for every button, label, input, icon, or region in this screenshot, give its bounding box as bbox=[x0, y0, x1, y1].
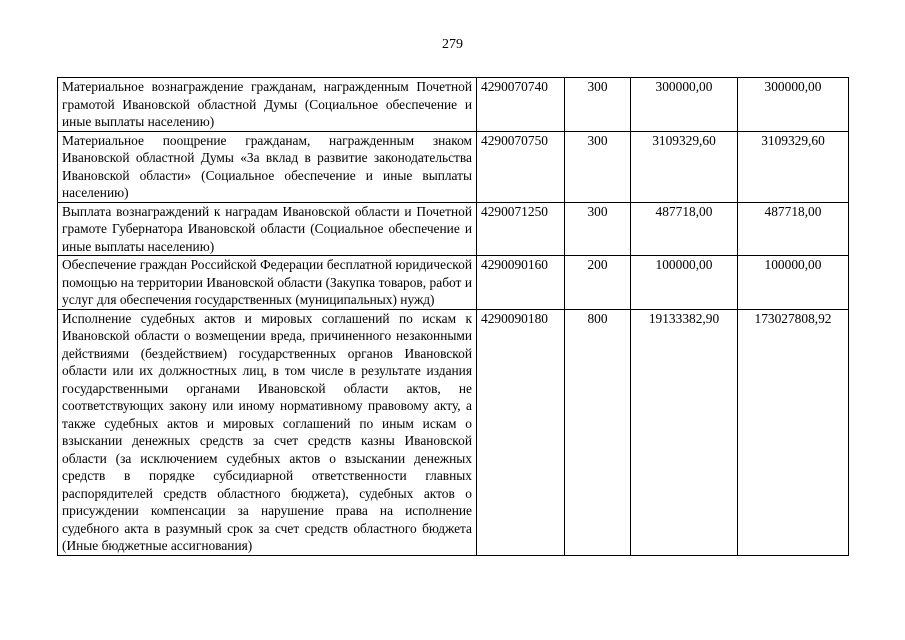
table-row bbox=[58, 256, 849, 310]
table-row bbox=[58, 202, 849, 256]
row-description: Материальное поощрение гражданам, награжденным знаком Ивановской областной Думы «За вклад в развитие законодательства Ивановской области» (Социальное обеспечение и иные выплаты населению) bbox=[58, 131, 477, 202]
row-expense-type: 300 bbox=[565, 131, 631, 202]
row-amount-1: 487718,00 bbox=[631, 202, 738, 256]
row-expense-type: 800 bbox=[565, 309, 631, 555]
row-amount-2: 3109329,60 bbox=[738, 131, 849, 202]
row-amount-2: 487718,00 bbox=[738, 202, 849, 256]
table-row bbox=[58, 309, 849, 555]
table-row bbox=[58, 131, 849, 202]
table-row bbox=[58, 78, 849, 132]
row-target-code: 4290071250 bbox=[477, 202, 565, 256]
row-target-code: 4290070750 bbox=[477, 131, 565, 202]
row-target-code: 4290090180 bbox=[477, 309, 565, 555]
row-amount-1: 19133382,90 bbox=[631, 309, 738, 555]
row-amount-2: 300000,00 bbox=[738, 78, 849, 132]
budget-table bbox=[57, 77, 849, 556]
row-amount-1: 3109329,60 bbox=[631, 131, 738, 202]
row-target-code: 4290070740 bbox=[477, 78, 565, 132]
row-expense-type: 300 bbox=[565, 202, 631, 256]
row-amount-1: 300000,00 bbox=[631, 78, 738, 132]
row-expense-type: 300 bbox=[565, 78, 631, 132]
row-description: Исполнение судебных актов и мировых соглашений по искам к Ивановской области о возмещении вреда, причиненного незаконными действиями (бездействием) государственных органов Ивановской области или их должностных лиц, в том числе в результате издания государственными органами Ивановской области актов, не соответствующих закону или иному нормативному правовому акту, а также судебных актов и мировых соглашений по иным искам о взыскании денежных средств за счет средств казны Ивановской области (за исключением судебных актов о взыскании денежных средств в порядке субсидиарной ответственности главных распорядителей средств областного бюджета), судебных актов о присуждении компенсации за нарушение права на исполнение судебного акта в разумный срок за счет средств областного бюджета (Иные бюджетные ассигнования) bbox=[58, 309, 477, 555]
row-amount-1: 100000,00 bbox=[631, 256, 738, 310]
row-amount-2: 100000,00 bbox=[738, 256, 849, 310]
row-target-code: 4290090160 bbox=[477, 256, 565, 310]
page-number: 279 bbox=[442, 37, 463, 52]
row-description: Материальное вознаграждение гражданам, награжденным Почетной грамотой Ивановской областной Думы (Социальное обеспечение и иные выплаты населению) bbox=[58, 78, 477, 132]
row-description: Выплата вознаграждений к наградам Ивановской области и Почетной грамоте Губернатора Ивановской области (Социальное обеспечение и иные выплаты населению) bbox=[58, 202, 477, 256]
row-description: Обеспечение граждан Российской Федерации бесплатной юридической помощью на территории Ивановской области (Закупка товаров, работ и услуг для обеспечения государственных (муниципальных) нужд) bbox=[58, 256, 477, 310]
row-expense-type: 200 bbox=[565, 256, 631, 310]
row-amount-2: 173027808,92 bbox=[738, 309, 849, 555]
